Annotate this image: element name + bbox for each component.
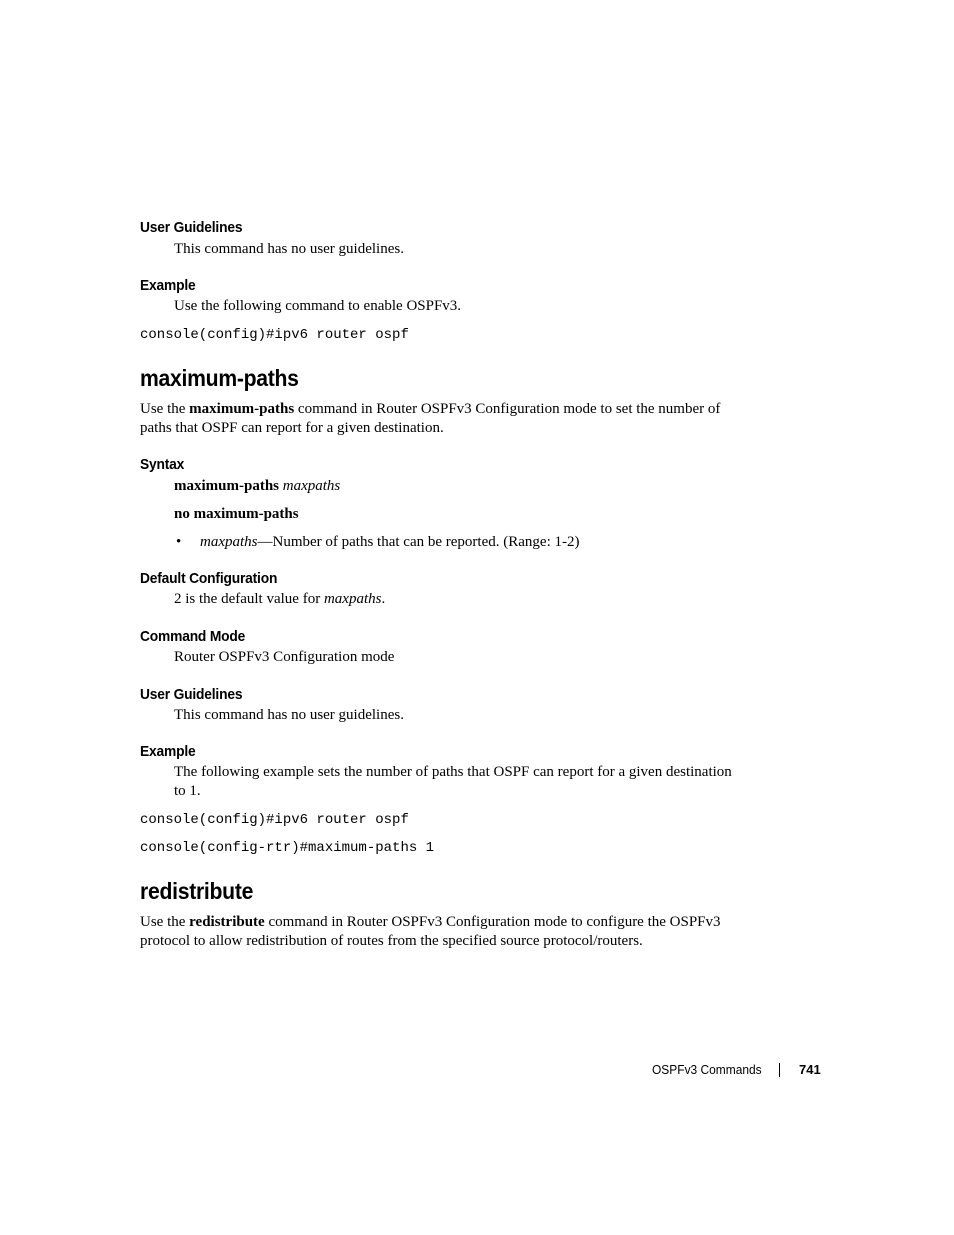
syntax-line	[174, 477, 340, 496]
syntax-argument: maxpaths	[282, 478, 341, 494]
command-title-redistribute: redistribute	[140, 878, 254, 904]
section-heading-user-guidelines: User Guidelines	[140, 219, 243, 236]
section-heading-user-guidelines-2: User Guidelines	[140, 686, 243, 703]
example-text: Use the following command to enable OSPFv3.	[174, 298, 462, 314]
default-pre: 2 is the default value for	[174, 591, 324, 607]
command-intro-line2: paths that OSPF can report for a given destination.	[140, 420, 444, 436]
intro-pre: Use the	[140, 401, 190, 417]
redistribute-intro-command: redistribute	[189, 914, 265, 930]
redistribute-intro-post: command in Router OSPFv3 Configuration mode to configure the OSPFv3	[264, 914, 721, 930]
section-heading-example: Example	[140, 277, 196, 294]
redistribute-intro	[140, 913, 721, 932]
example-code-2b: console(config-rtr)#maximum-paths 1	[140, 840, 435, 856]
section-heading-default-configuration: Default Configuration	[140, 570, 278, 587]
parameter-text: —Number of paths that can be reported. (Range: 1-2)	[257, 534, 580, 550]
example-text-2-line2: to 1.	[174, 783, 201, 799]
redistribute-intro-pre: Use the	[140, 914, 190, 930]
redistribute-intro-line2: protocol to allow redistribution of routes from the specified source protocol/routers.	[140, 933, 643, 949]
user-guidelines-text: This command has no user guidelines.	[174, 241, 404, 257]
default-argument: maxpaths	[323, 591, 382, 607]
command-title-maximum-paths: maximum-paths	[140, 365, 299, 391]
default-configuration-text	[174, 590, 385, 609]
intro-post: command in Router OSPFv3 Configuration mode to set the number of	[294, 401, 721, 417]
syntax-command: maximum-paths	[174, 478, 280, 494]
footer-page-number: 741	[799, 1062, 821, 1077]
section-heading-syntax: Syntax	[140, 456, 185, 473]
default-post: .	[381, 591, 386, 607]
syntax-no-form: no maximum-paths	[174, 506, 299, 522]
parameter-name: maxpaths	[200, 534, 258, 550]
bullet-marker: •	[176, 534, 182, 550]
example-text-2-line1: The following example sets the number of paths that OSPF can report for a given destination	[174, 764, 732, 780]
footer-separator	[779, 1063, 780, 1077]
user-guidelines-text-2: This command has no user guidelines.	[174, 707, 404, 723]
footer-chapter: OSPFv3 Commands	[652, 1062, 762, 1077]
command-mode-text: Router OSPFv3 Configuration mode	[174, 649, 395, 665]
example-code: console(config)#ipv6 router ospf	[140, 327, 409, 343]
parameter-description	[200, 533, 579, 552]
command-intro	[140, 400, 720, 419]
example-code-2a: console(config)#ipv6 router ospf	[140, 812, 409, 828]
section-heading-command-mode: Command Mode	[140, 628, 246, 645]
intro-command: maximum-paths	[189, 401, 295, 417]
section-heading-example-2: Example	[140, 743, 196, 760]
